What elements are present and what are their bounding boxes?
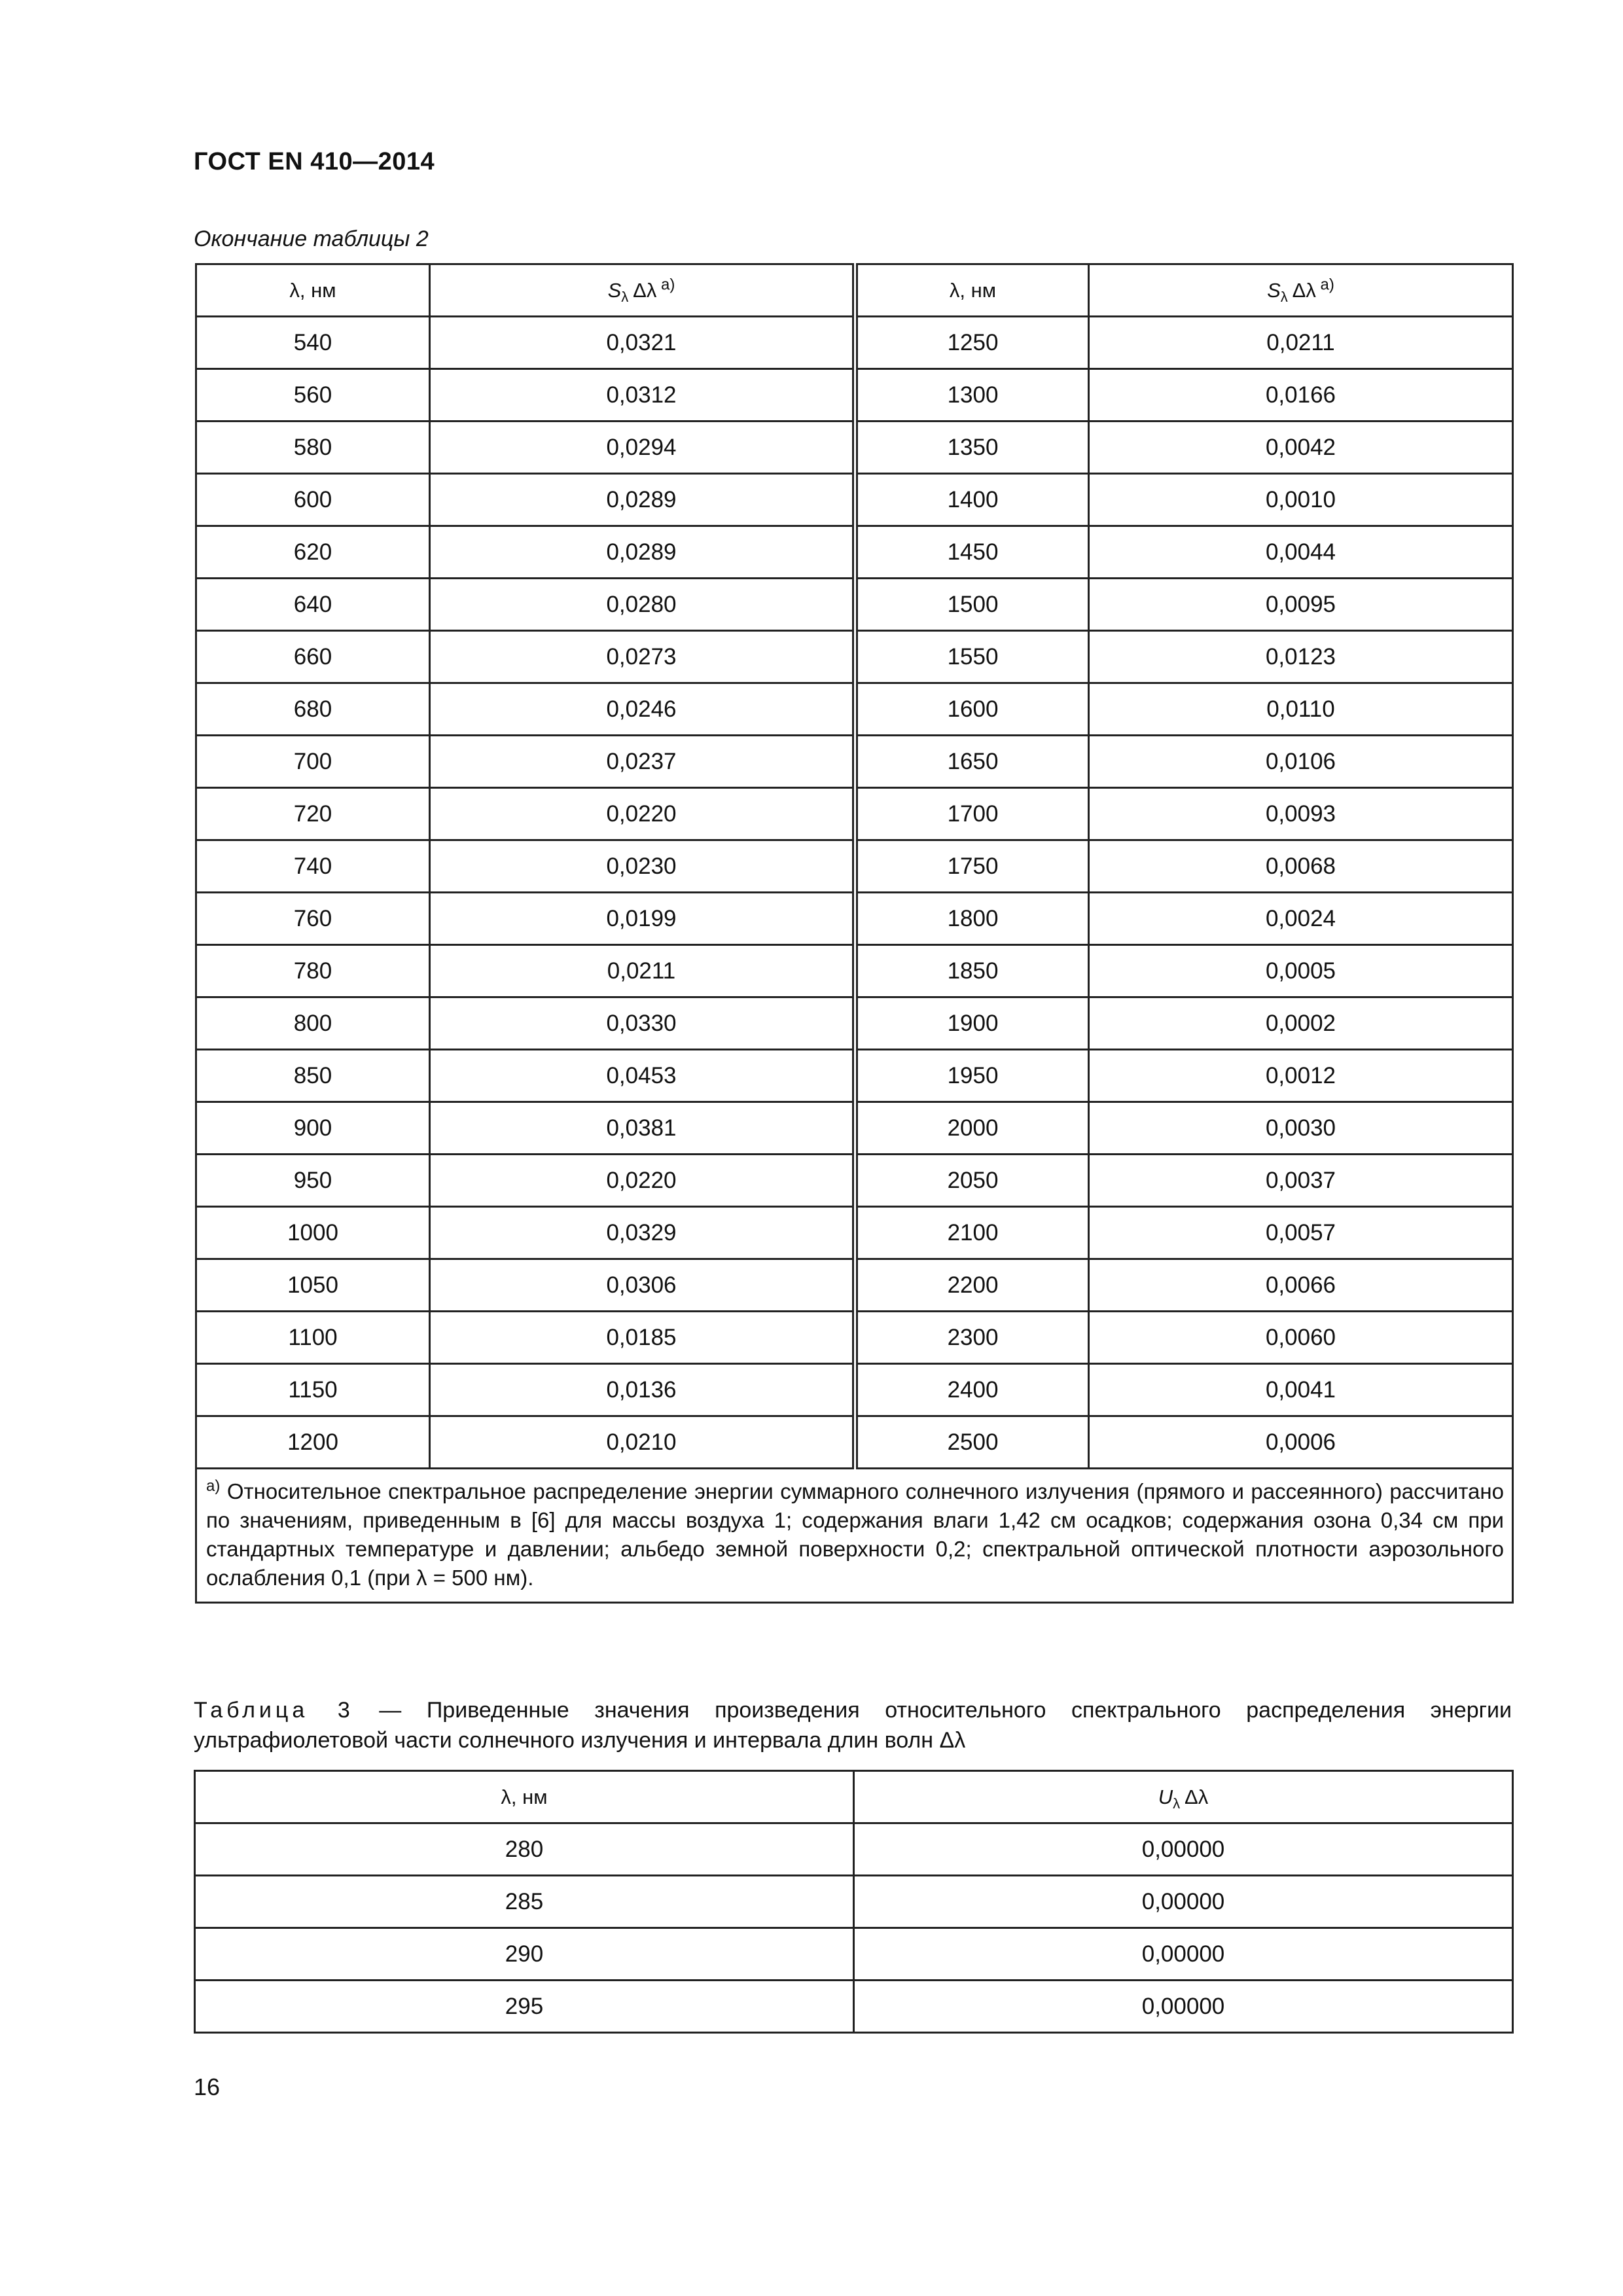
- table-cell: 2400: [855, 1364, 1089, 1416]
- table-cell: 0,00000: [854, 1928, 1513, 1981]
- u-symbol: U: [1158, 1785, 1173, 1808]
- s-symbol: S: [607, 278, 622, 302]
- table-cell: 0,0042: [1089, 422, 1513, 474]
- table-cell: 0,0210: [430, 1416, 855, 1469]
- document-header: ГОСТ EN 410—2014: [194, 148, 435, 175]
- table-cell: 0,0166: [1089, 369, 1513, 422]
- table-cell: 0,0246: [430, 683, 855, 736]
- table-row: [196, 788, 1513, 840]
- footnote-text: Относительное спектральное распределение энергии суммарного солнечного излучения (прямого и рассеянного) рассчитано по значениям, приведенным в [6] для массы воздуха 1; содержания влаги 1,42 см осадков; содержания озона 0,34 см при стандартных температуре и давлении; альбедо земной поверхности 0,2; спектральной оптической плотности аэрозольного ослабления 0,1 (при λ = 500 нм).: [206, 1479, 1504, 1590]
- table-cell: 0,0312: [430, 369, 855, 422]
- table3-header-u: [854, 1771, 1513, 1823]
- table2-header-s-2: [1089, 264, 1513, 317]
- table-cell: 620: [196, 526, 430, 579]
- table-cell: 0,0024: [1089, 893, 1513, 945]
- table-cell: 850: [196, 1050, 430, 1102]
- table-cell: 0,0289: [430, 474, 855, 526]
- table-row: [196, 1102, 1513, 1155]
- table-cell: 1350: [855, 422, 1089, 474]
- table-cell: 580: [196, 422, 430, 474]
- table-cell: 1750: [855, 840, 1089, 893]
- table2-header-lambda-text: λ, нм: [289, 278, 336, 302]
- table-cell: 1050: [196, 1259, 430, 1312]
- table-cell: 0,0057: [1089, 1207, 1513, 1259]
- table-cell: 280: [195, 1823, 854, 1876]
- table-row: [196, 631, 1513, 683]
- table2-body: [196, 317, 1513, 1469]
- table-cell: 1150: [196, 1364, 430, 1416]
- table-cell: 780: [196, 945, 430, 997]
- table-cell: 1250: [855, 317, 1089, 369]
- table-cell: 0,0211: [1089, 317, 1513, 369]
- table-cell: 0,0381: [430, 1102, 855, 1155]
- table-row: [196, 736, 1513, 788]
- table2-header-row: [196, 264, 1513, 317]
- s-delta-2: Δλ: [1287, 278, 1316, 302]
- table-cell: 1000: [196, 1207, 430, 1259]
- table-cell: 1450: [855, 526, 1089, 579]
- table-cell: 1600: [855, 683, 1089, 736]
- table3-label: Таблица 3: [194, 1698, 354, 1723]
- table2-caption: Окончание таблицы 2: [194, 226, 429, 251]
- table-cell: 0,0321: [430, 317, 855, 369]
- table-cell: 0,00000: [854, 1823, 1513, 1876]
- table-cell: 0,0041: [1089, 1364, 1513, 1416]
- table-cell: 2300: [855, 1312, 1089, 1364]
- table2-footnote: [196, 1469, 1513, 1603]
- footnote-marker: а): [206, 1477, 221, 1495]
- table-cell: 950: [196, 1155, 430, 1207]
- table-cell: 0,0220: [430, 788, 855, 840]
- table-3: [194, 1770, 1514, 2034]
- s-subscript: λ: [621, 288, 629, 305]
- table-cell: 0,0110: [1089, 683, 1513, 736]
- table-cell: 0,0044: [1089, 526, 1513, 579]
- s-footnote-ref-2: а): [1315, 276, 1334, 294]
- table-row: [196, 526, 1513, 579]
- table-2: [195, 263, 1514, 1604]
- table-cell: 680: [196, 683, 430, 736]
- table-row: [195, 1876, 1513, 1928]
- table-row: [196, 1155, 1513, 1207]
- table-cell: 0,0289: [430, 526, 855, 579]
- table-cell: 0,00000: [854, 1876, 1513, 1928]
- table-cell: 700: [196, 736, 430, 788]
- table-cell: 1650: [855, 736, 1089, 788]
- table-row: [196, 997, 1513, 1050]
- table-cell: 285: [195, 1876, 854, 1928]
- table-row: [196, 1207, 1513, 1259]
- table-cell: 1100: [196, 1312, 430, 1364]
- table-cell: 1850: [855, 945, 1089, 997]
- table-cell: 0,00000: [854, 1981, 1513, 2033]
- table-row: [196, 893, 1513, 945]
- table2-header-lambda-2: [855, 264, 1089, 317]
- table-row: [196, 422, 1513, 474]
- table-cell: 0,0037: [1089, 1155, 1513, 1207]
- table-row: [196, 474, 1513, 526]
- table-cell: 0,0068: [1089, 840, 1513, 893]
- table2-header-s: [430, 264, 855, 317]
- table-row: [196, 683, 1513, 736]
- table-row: [196, 945, 1513, 997]
- table-row: [196, 840, 1513, 893]
- s-delta: Δλ: [628, 278, 657, 302]
- table-cell: 0,0123: [1089, 631, 1513, 683]
- table-cell: 2500: [855, 1416, 1089, 1469]
- table-cell: 1800: [855, 893, 1089, 945]
- table-row: [196, 579, 1513, 631]
- u-delta: Δλ: [1180, 1785, 1209, 1808]
- table-cell: 0,0199: [430, 893, 855, 945]
- table-row: [196, 1312, 1513, 1364]
- table-cell: 2000: [855, 1102, 1089, 1155]
- table-cell: 760: [196, 893, 430, 945]
- s-subscript-2: λ: [1280, 288, 1288, 305]
- table-row: [196, 317, 1513, 369]
- table-cell: 0,0095: [1089, 579, 1513, 631]
- table-cell: 1550: [855, 631, 1089, 683]
- table2-footnote-row: [196, 1469, 1513, 1603]
- table3-header-lambda-text: λ, нм: [501, 1785, 548, 1808]
- table-cell: 0,0330: [430, 997, 855, 1050]
- table-cell: 0,0280: [430, 579, 855, 631]
- table-cell: 0,0030: [1089, 1102, 1513, 1155]
- table-cell: 1950: [855, 1050, 1089, 1102]
- table-row: [195, 1981, 1513, 2033]
- table-cell: 295: [195, 1981, 854, 2033]
- table-cell: 0,0060: [1089, 1312, 1513, 1364]
- table-row: [195, 1928, 1513, 1981]
- table3-header-row: [195, 1771, 1513, 1823]
- table3-header-lambda: [195, 1771, 854, 1823]
- table2-header-lambda-text-2: λ, нм: [949, 278, 997, 302]
- table-row: [195, 1823, 1513, 1876]
- table-cell: 0,0329: [430, 1207, 855, 1259]
- table3-body: [195, 1823, 1513, 2033]
- table-row: [196, 1259, 1513, 1312]
- table-cell: 0,0237: [430, 736, 855, 788]
- table-row: [196, 369, 1513, 422]
- table-cell: 2200: [855, 1259, 1089, 1312]
- table-cell: 900: [196, 1102, 430, 1155]
- table-cell: 1500: [855, 579, 1089, 631]
- table-row: [196, 1416, 1513, 1469]
- table-cell: 540: [196, 317, 430, 369]
- table-cell: 2100: [855, 1207, 1089, 1259]
- table2-header-lambda: [196, 264, 430, 317]
- table3-title: [194, 1695, 1512, 1755]
- table-cell: 0,0136: [430, 1364, 855, 1416]
- table-cell: 0,0185: [430, 1312, 855, 1364]
- table-cell: 0,0220: [430, 1155, 855, 1207]
- page-number: 16: [194, 2073, 221, 2100]
- table-cell: 1700: [855, 788, 1089, 840]
- table3-title-text: — Приведенные значения произведения относительного спектрального распределения энергии ультрафиолетовой части солнечного излучения и интервала длин волн Δλ: [194, 1698, 1512, 1753]
- table-cell: 0,0093: [1089, 788, 1513, 840]
- table-cell: 660: [196, 631, 430, 683]
- table-cell: 0,0230: [430, 840, 855, 893]
- table-cell: 2050: [855, 1155, 1089, 1207]
- table-cell: 0,0002: [1089, 997, 1513, 1050]
- table-cell: 0,0066: [1089, 1259, 1513, 1312]
- table-cell: 0,0294: [430, 422, 855, 474]
- u-subscript: λ: [1173, 1795, 1181, 1812]
- s-symbol-2: S: [1267, 278, 1281, 302]
- table-cell: 640: [196, 579, 430, 631]
- table-cell: 0,0273: [430, 631, 855, 683]
- table-cell: 740: [196, 840, 430, 893]
- table-cell: 0,0005: [1089, 945, 1513, 997]
- table-cell: 600: [196, 474, 430, 526]
- table-cell: 1300: [855, 369, 1089, 422]
- table-cell: 0,0012: [1089, 1050, 1513, 1102]
- s-footnote-ref: а): [656, 276, 675, 294]
- table-cell: 1900: [855, 997, 1089, 1050]
- table-cell: 1400: [855, 474, 1089, 526]
- table-cell: 0,0010: [1089, 474, 1513, 526]
- table-cell: 800: [196, 997, 430, 1050]
- table-cell: 0,0211: [430, 945, 855, 997]
- table-row: [196, 1364, 1513, 1416]
- table-cell: 560: [196, 369, 430, 422]
- table-cell: 0,0106: [1089, 736, 1513, 788]
- table-row: [196, 1050, 1513, 1102]
- table-cell: 0,0306: [430, 1259, 855, 1312]
- table-cell: 720: [196, 788, 430, 840]
- table-cell: 0,0453: [430, 1050, 855, 1102]
- table-cell: 290: [195, 1928, 854, 1981]
- table-cell: 0,0006: [1089, 1416, 1513, 1469]
- table-cell: 1200: [196, 1416, 430, 1469]
